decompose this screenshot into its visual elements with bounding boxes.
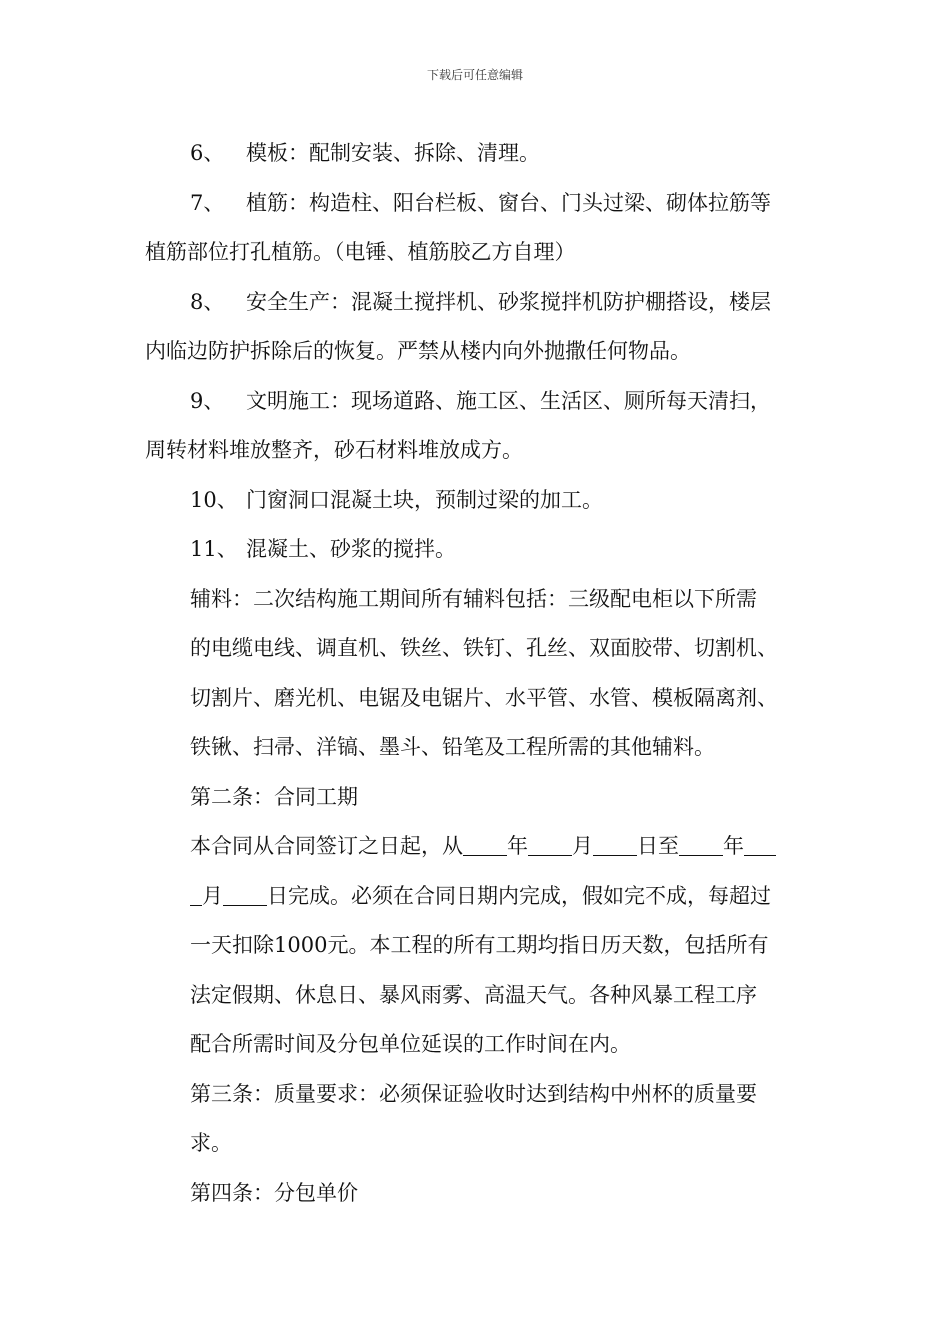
item-text: 模板：配制安装、拆除、清理。	[246, 141, 540, 165]
item-number: 6、	[190, 141, 225, 165]
item-number: 7、	[190, 190, 225, 215]
article-3-line-2: 求。	[190, 1131, 232, 1155]
item-text: 文明施工：现场道路、施工区、生活区、厕所每天清扫，	[246, 388, 771, 413]
article-2-title: 第二条：合同工期	[190, 784, 358, 809]
aux-materials-line-2: 的电缆电线、调直机、铁丝、铁钉、孔丝、双面胶带、切割机、	[190, 636, 778, 660]
list-item-8-continuation: 内临边防护拆除后的恢复。严禁从楼内向外抛撒任何物品。	[145, 339, 691, 363]
blank-end-year[interactable]	[679, 832, 723, 856]
page-header-note: 下载后可任意编辑	[426, 68, 523, 82]
article-2-line-1: 本合同从合同签订之日起，从 年 月 日至 年	[145, 826, 835, 876]
list-item-11	[145, 529, 835, 579]
blank-start-day[interactable]	[593, 832, 637, 856]
item-text: 安全生产：混凝土搅拌机、砂浆搅拌机防护棚搭设，楼层	[246, 289, 771, 314]
article-3-line-1: 第三条：质量要求：必须保证验收时达到结构中州杯的质量要	[190, 1081, 757, 1106]
article-4-title: 第四条：分包单价	[190, 1180, 358, 1205]
article-2-line-4: 法定假期、休息日、暴风雨雾、高温天气。各种风暴工程工序	[190, 982, 757, 1007]
list-item-8	[145, 282, 835, 332]
article-2-line-3: 一天扣除1000元。本工程的所有工期均指日历天数，包括所有	[190, 933, 769, 957]
item-number: 11、	[190, 537, 238, 561]
list-item-7	[145, 183, 835, 233]
list-item-6	[145, 133, 835, 183]
blank-end-month[interactable]	[744, 832, 776, 856]
article-2-line-2: 月 日完成。必须在合同日期内完成，假如完不成，每超过	[145, 876, 835, 926]
item-text: 植筋：构造柱、阳台栏板、窗台、门头过梁、砌体拉筋等	[246, 190, 771, 215]
item-text: 混凝土、砂浆的搅拌。	[246, 537, 456, 561]
document-body	[145, 133, 835, 1222]
item-text: 门窗洞口混凝土块，预制过梁的加工。	[246, 487, 603, 512]
item-number: 9、	[190, 388, 225, 413]
list-item-10	[145, 480, 835, 530]
aux-materials-line-1: 辅料：二次结构施工期间所有辅料包括：三级配电柜以下所需	[190, 586, 757, 611]
blank-end-month-cont[interactable]	[190, 882, 202, 906]
item-number: 8、	[190, 289, 225, 314]
blank-end-day[interactable]	[223, 882, 267, 906]
item-number: 10、	[190, 487, 238, 512]
aux-materials-line-4: 铁锹、扫帚、洋镐、墨斗、铅笔及工程所需的其他辅料。	[190, 735, 715, 759]
blank-start-month[interactable]	[528, 832, 572, 856]
list-item-7-continuation: 植筋部位打孔植筋。（电锤、植筋胶乙方自理）	[145, 240, 576, 264]
list-item-9	[145, 381, 835, 431]
article-2-line-5: 配合所需时间及分包单位延误的工作时间在内。	[190, 1032, 631, 1056]
list-item-9-continuation: 周转材料堆放整齐，砂石材料堆放成方。	[145, 438, 523, 462]
aux-materials-line-3: 切割片、磨光机、电锯及电锯片、水平管、水管、模板隔离剂、	[190, 685, 778, 710]
blank-start-year[interactable]	[463, 832, 507, 856]
